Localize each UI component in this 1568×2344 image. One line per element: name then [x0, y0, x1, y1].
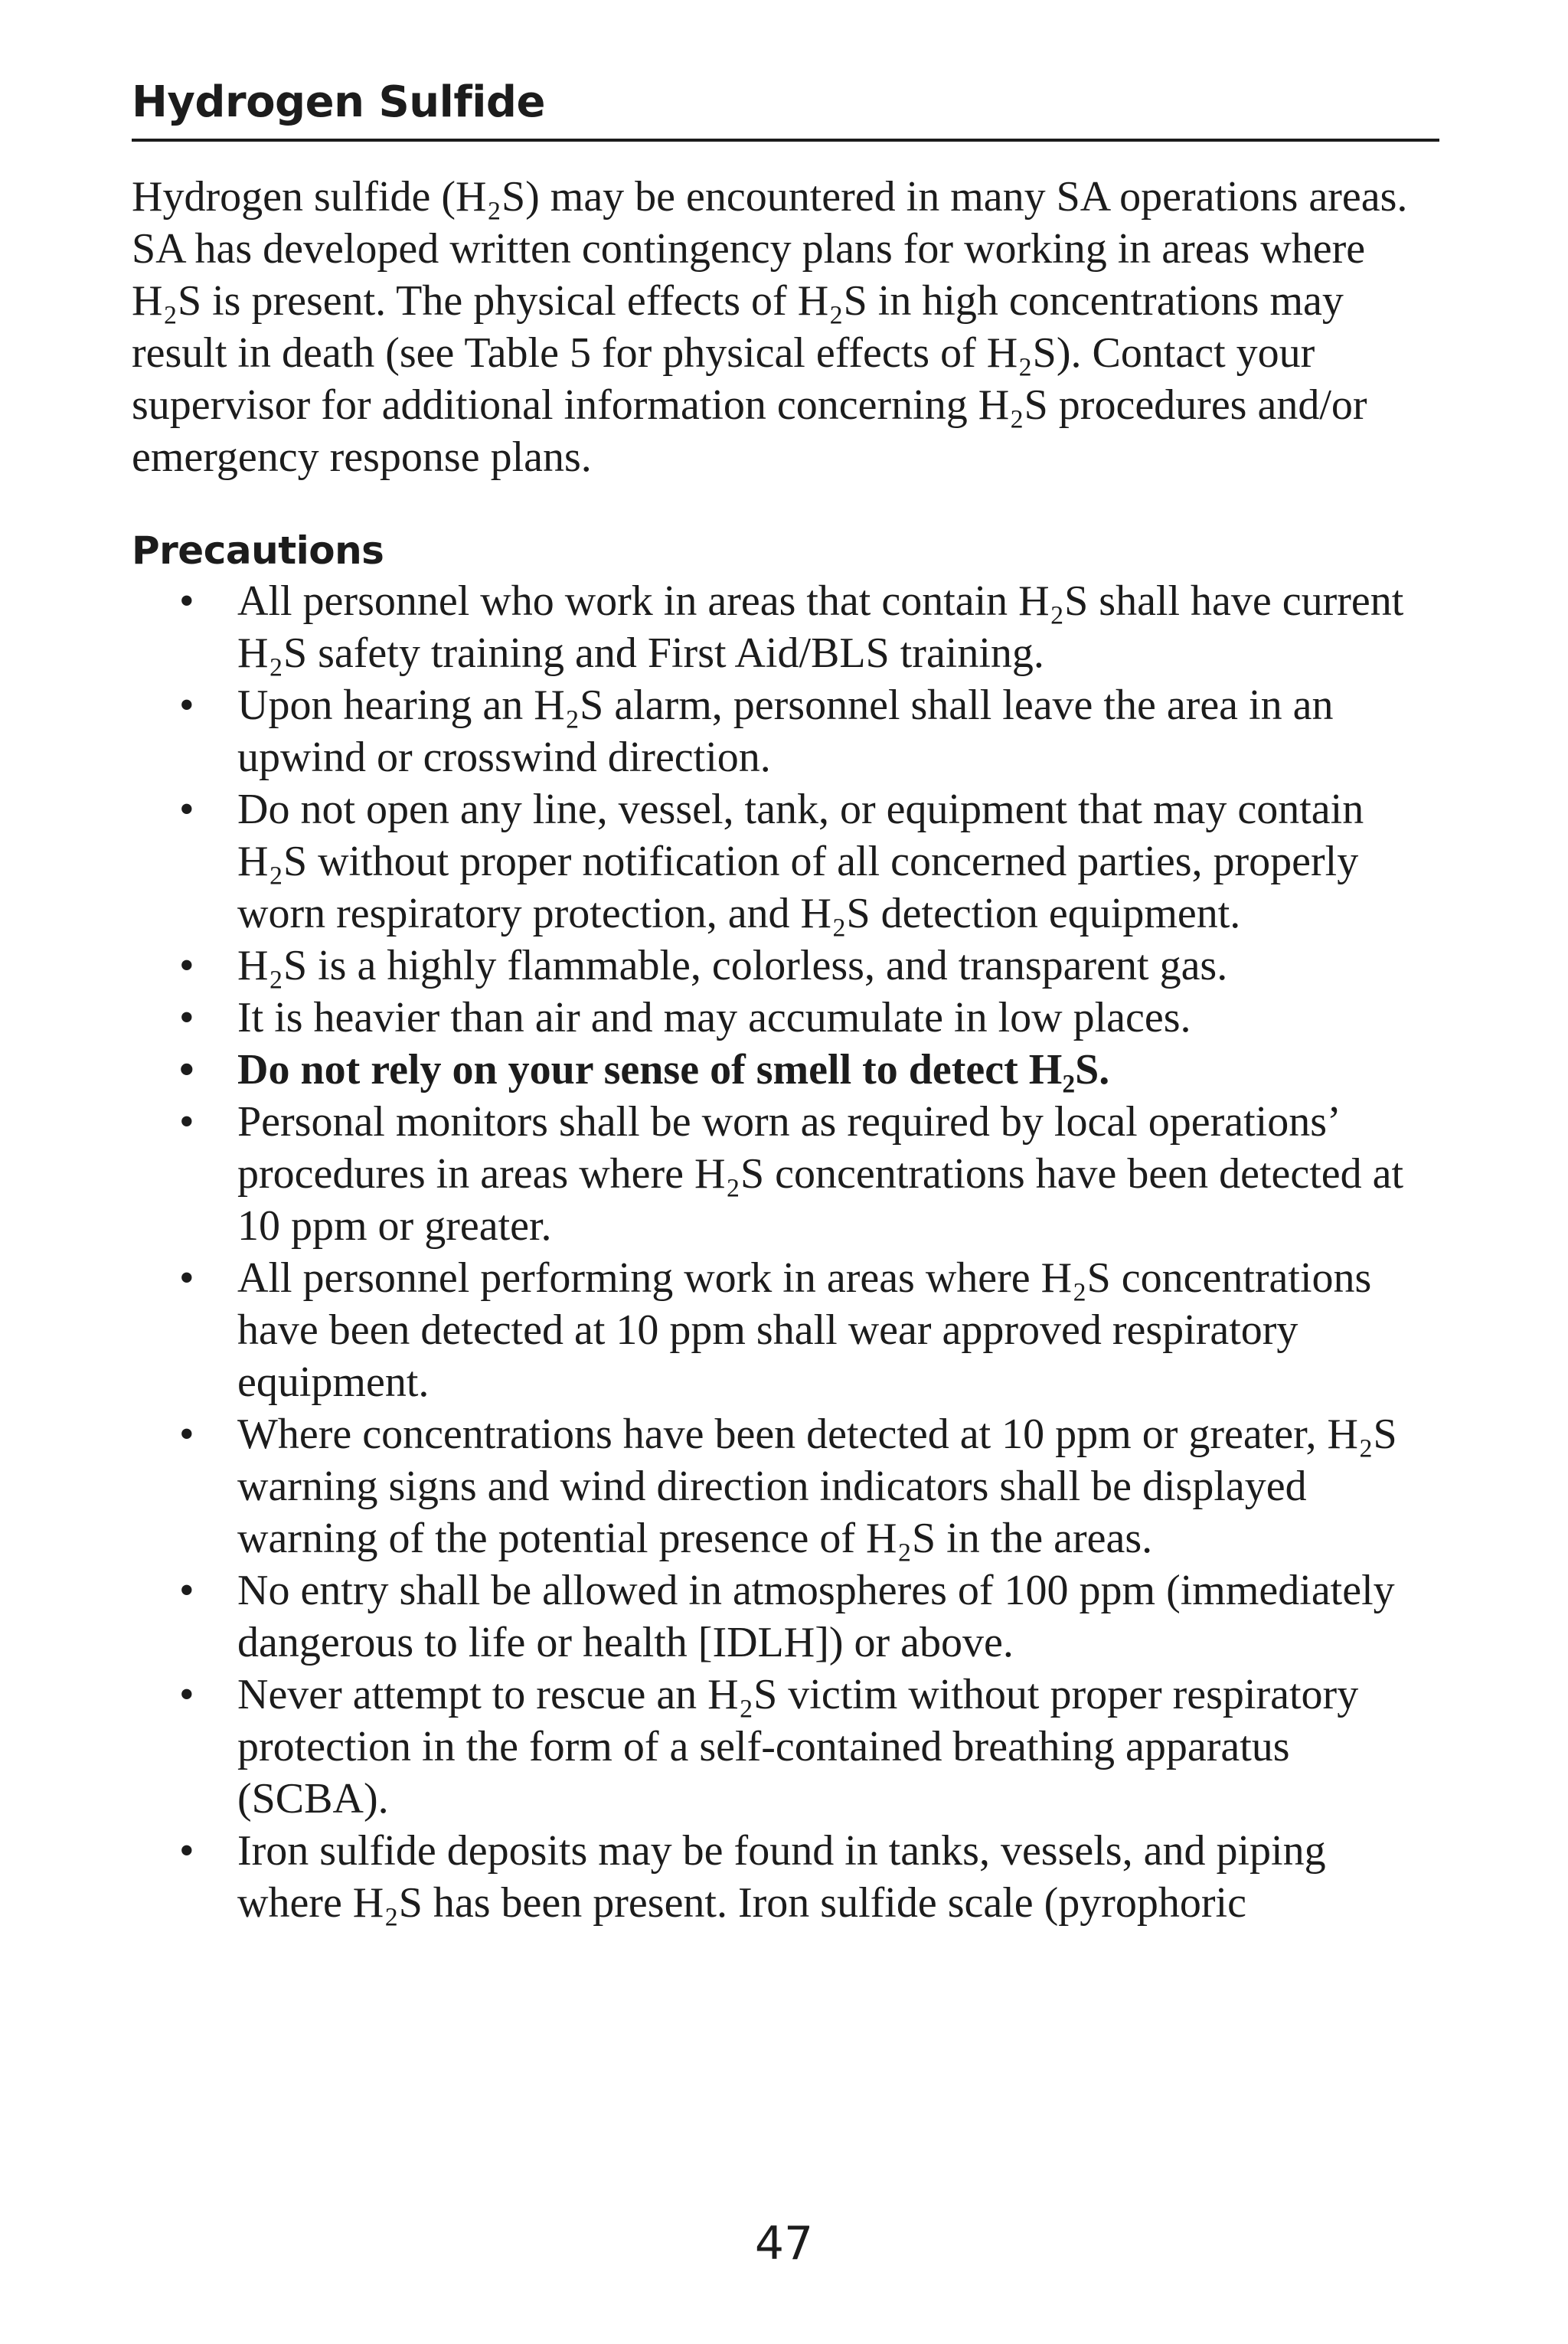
- document-page: [132, 77, 1439, 1929]
- list-item-text: Personal monitors shall be worn as required by local operations’ procedures in areas where H₂S concentrations have been detected at 10 ppm or greater.: [237, 1098, 1404, 1250]
- list-item-text: Iron sulfide deposits may be found in tanks, vessels, and piping where H₂S has been present. Iron sulfide scale (pyrophoric: [237, 1827, 1326, 1927]
- list-item-text: H₂S is a highly flammable, colorless, and transparent gas.: [237, 942, 1228, 990]
- bullet-icon: •: [179, 1098, 194, 1146]
- list-item: [132, 575, 1439, 679]
- list-item-text: Do not open any line, vessel, tank, or equipment that may contain H₂S without proper notification of all concerned parties, properly worn respiratory protection, and H₂S detection equipment.: [237, 786, 1364, 938]
- list-item: [132, 1252, 1439, 1408]
- list-item-warning: [132, 1044, 1439, 1096]
- list-item-text: No entry shall be allowed in atmospheres of 100 ppm (immediately dangerous to life or health [IDLH]) or above.: [237, 1567, 1395, 1667]
- list-item-text: All personnel performing work in areas where H₂S concentrations have been detected at 10 ppm shall wear approved respiratory equipment.: [237, 1254, 1372, 1407]
- bullet-icon: •: [179, 786, 194, 834]
- bullet-icon: •: [179, 682, 194, 730]
- list-item-text: Do not rely on your sense of smell to detect H₂S.: [237, 1046, 1110, 1094]
- list-item-text: It is heavier than air and may accumulate in low places.: [237, 994, 1191, 1042]
- list-item: [132, 1825, 1439, 1929]
- bullet-icon: •: [179, 994, 194, 1042]
- bullet-icon: •: [179, 1254, 194, 1303]
- list-item-text: Where concentrations have been detected at 10 ppm or greater, H₂S warning signs and wind direction indicators shall be displayed warning of the potential presence of H₂S in the areas.: [237, 1411, 1397, 1563]
- list-item: [132, 1669, 1439, 1825]
- bullet-icon: •: [179, 1567, 194, 1615]
- list-item: [132, 1408, 1439, 1564]
- bullet-icon: •: [179, 1827, 194, 1875]
- intro-paragraph: Hydrogen sulfide (H₂S) may be encountered in many SA operations areas. SA has developed written contingency plans for working in areas where H₂S is present. The physical effects of H₂S in high concentrations may result in death (see Table 5 for physical effects of H₂S). Contact your supervisor for additional information concerning H₂S procedures and/or emergency response plans.: [132, 173, 1408, 482]
- precautions-heading: Precautions: [132, 528, 384, 574]
- bullet-icon: •: [179, 1671, 194, 1719]
- page-number: 47: [754, 2217, 814, 2270]
- bullet-icon: •: [179, 1411, 194, 1459]
- precautions-list: [132, 575, 1439, 1929]
- bullet-icon: •: [179, 577, 194, 626]
- list-item: [132, 783, 1439, 940]
- list-item-text: Upon hearing an H₂S alarm, personnel shall leave the area in an upwind or crosswind direction.: [237, 682, 1334, 782]
- list-item-text: All personnel who work in areas that contain H₂S shall have current H₂S safety training and First Aid/BLS training.: [237, 577, 1404, 678]
- list-item: [132, 940, 1439, 992]
- list-item: [132, 1096, 1439, 1252]
- list-item: [132, 1564, 1439, 1669]
- bullet-icon: •: [179, 1046, 194, 1094]
- list-item: [132, 679, 1439, 783]
- list-item: [132, 992, 1439, 1044]
- section-heading: Hydrogen Sulfide: [132, 77, 1439, 142]
- list-item-text: Never attempt to rescue an H₂S victim without proper respiratory protection in the form of a self-contained breathing apparatus (SCBA).: [237, 1671, 1359, 1823]
- bullet-icon: •: [179, 942, 194, 990]
